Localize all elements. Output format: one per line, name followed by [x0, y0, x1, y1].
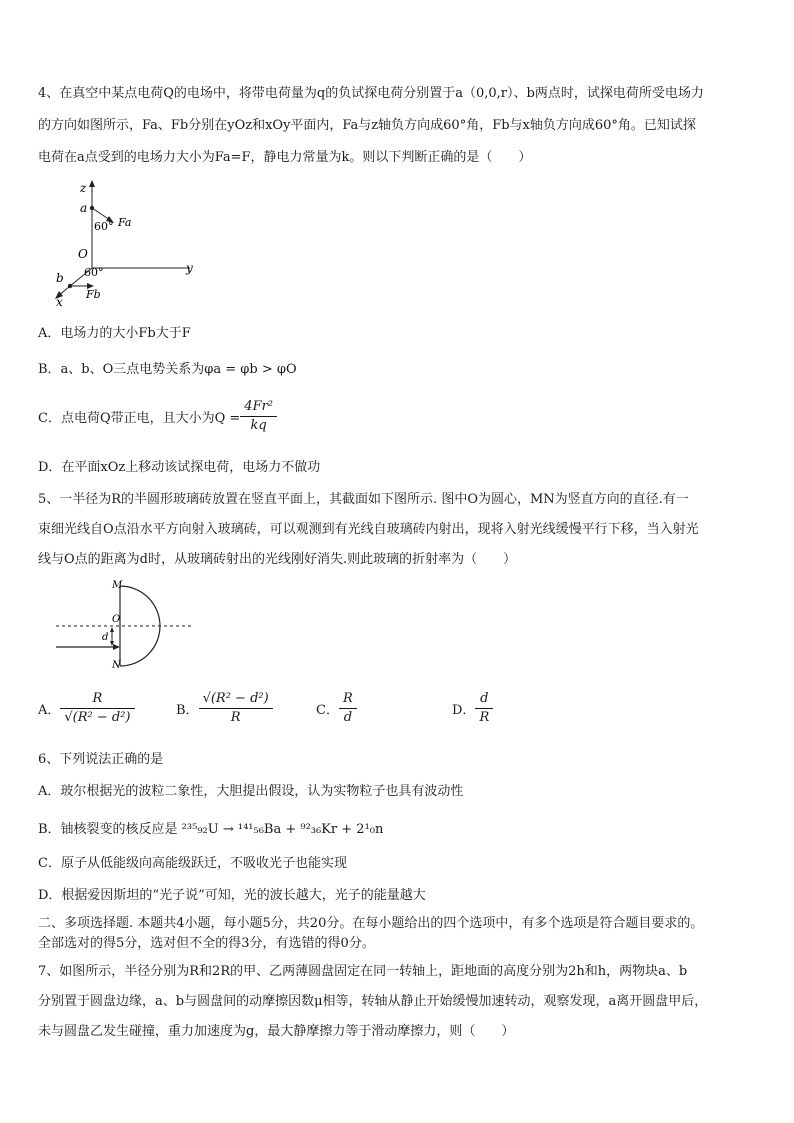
fig-label-Fa: Fa: [118, 216, 132, 229]
q5-option-d-numerator: d: [475, 690, 493, 709]
q6-option-c: C．原子从低能级向高能级跃迁，不吸收光子也能实现: [38, 856, 347, 871]
q5-option-a-fraction: [60, 690, 134, 727]
fig-label-d: d: [102, 632, 109, 643]
q5-option-a: [38, 690, 135, 727]
q4-coordinate-figure: [50, 178, 210, 308]
q4-option-d: D．在平面xOz上移动该试探电荷，电场力不做功: [38, 460, 321, 475]
fig-label-N: N: [112, 660, 121, 671]
q5-option-b-numerator: √(R² − d²): [199, 690, 273, 709]
fig-label-a: a: [80, 201, 88, 215]
fig-label-M: M: [112, 580, 123, 591]
q7-stem-line1: 7、如图所示，半径分别为R和2R的甲、乙两薄圆盘固定在同一转轴上，距地面的高度分别为2h和h，两物块a、b: [38, 964, 688, 979]
q6-option-d: D．根据爱因斯坦的“光子说”可知，光的波长越大，光子的能量越大: [38, 888, 426, 903]
q5-stem-line1: 5、一半径为R的半圆形玻璃砖放置在竖直平面上，其截面如下图所示. 图中O为圆心，MN为竖直方向的直径.有一: [38, 492, 689, 507]
q7-stem-line2: 分别置于圆盘边缘，a、b与圆盘间的动摩擦因数μ相等，转轴从静止开始缓慢加速转动，观察发现，a离开圆盘甲后，: [38, 994, 708, 1009]
q5-option-c-label: C．: [316, 703, 339, 718]
q4-stem-line1: 4、在真空中某点电荷Q的电场中，将带电荷量为q的负试探电荷分别置于a（0,0,r）、b两点时，试探电荷所受电场力: [38, 86, 704, 101]
fig-label-O: O: [78, 247, 88, 261]
q5-option-b-denominator: R: [230, 710, 241, 725]
q4-option-c-denominator: kq: [250, 418, 267, 433]
q4-option-c-fraction: [240, 398, 277, 435]
q5-option-b-fraction: [199, 690, 273, 727]
q5-stem-line2: 束细光线自O点沿水平方向射入玻璃砖，可以观测到有光线自玻璃砖内射出，现将入射光线缓慢平行下移，当入射光: [38, 522, 699, 537]
q5-glass-figure: [52, 578, 202, 678]
q4-option-c-numerator: 4Fr²: [240, 398, 277, 417]
fig-label-z: z: [80, 181, 87, 195]
fig-label-O5: O: [112, 614, 121, 625]
fig-label-Fb: Fb: [86, 288, 101, 301]
q4-option-a: A．电场力的大小Fb大于F: [38, 326, 191, 341]
q5-option-d-fraction: [475, 690, 493, 727]
section2-heading-line1: 二、多项选择题. 本题共4小题，每小题5分，共20分。在每小题给出的四个选项中，有多个选项是符合题目要求的。: [38, 916, 704, 931]
q5-option-b-label: B．: [176, 703, 199, 718]
q5-option-c-numerator: R: [339, 690, 357, 709]
q4-stem-line2: 的方向如图所示，Fa、Fb分别在yOz和xOy平面内，Fa与z轴负方向成60°角，Fb与x轴负方向成60°角。已知试探: [38, 118, 696, 133]
fig-label-b: b: [56, 271, 64, 285]
q4-option-b: B．a、b、O三点电势关系为φa = φb > φO: [38, 362, 297, 377]
q4-stem-line3: 电荷在a点受到的电场力大小为Fa=F，静电力常量为k。则以下判断正确的是（ ）: [38, 150, 532, 165]
q4-option-c-text: C．点电荷Q带正电，且大小为Q =: [38, 411, 241, 426]
fig-label-x: x: [56, 295, 63, 308]
q5-option-c: [316, 690, 357, 727]
q5-option-a-denominator: √(R² − d²): [64, 710, 131, 725]
section2-heading-line2: 全部选对的得5分，选对但不全的得3分，有选错的得0分。: [38, 936, 375, 951]
fig-label-y: y: [186, 261, 193, 275]
q4-option-c: [38, 398, 277, 435]
q6-title: 6、下列说法正确的是: [38, 752, 164, 767]
q5-option-a-numerator: R: [60, 690, 134, 709]
q5-option-b: [176, 690, 273, 727]
q5-option-c-fraction: [339, 690, 357, 727]
q5-option-c-denominator: d: [343, 710, 353, 725]
q5-option-d-label: D．: [452, 703, 476, 718]
q5-stem-line3: 线与O点的距离为d时，从玻璃砖射出的光线刚好消失.则此玻璃的折射率为（ ）: [38, 552, 517, 567]
q6-option-a: A．玻尔根据光的波粒二象性，大胆提出假设，认为实物粒子也具有波动性: [38, 784, 464, 799]
q5-option-a-label: A．: [38, 703, 61, 718]
fig-label-angle-bot: 60°: [84, 266, 104, 279]
q5-options-row: [38, 690, 758, 734]
q6-option-b: B．铀核裂变的核反应是 ²³⁵₉₂U → ¹⁴¹₅₆Ba + ⁹²₃₆Kr + 2¹₀n: [38, 822, 384, 837]
q5-option-d-denominator: R: [479, 710, 490, 725]
q7-stem-line3: 未与圆盘乙发生碰撞，重力加速度为g，最大静摩擦力等于滑动摩擦力，则（ ）: [38, 1024, 515, 1039]
fig-label-angle-top: 60°: [94, 220, 114, 233]
q5-option-d: [452, 690, 493, 727]
